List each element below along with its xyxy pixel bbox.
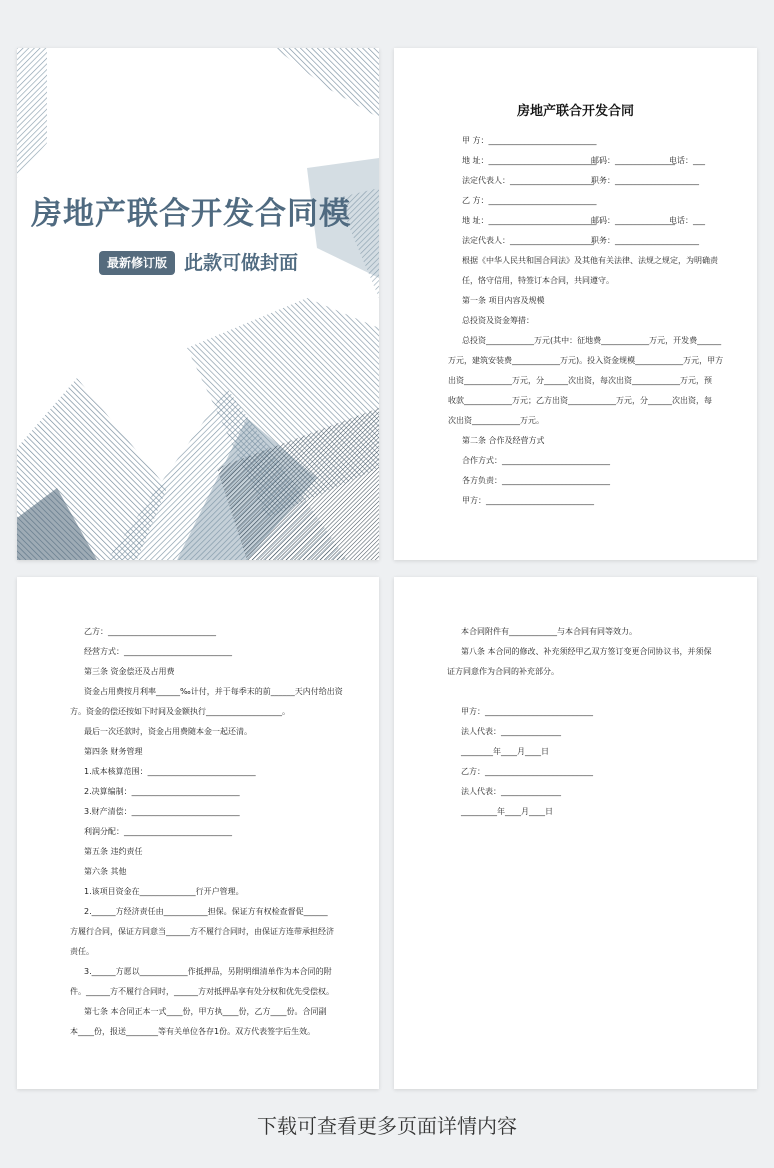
- preamble-line-2: 任，恪守信用，特签订本合同，共同遵守。: [462, 276, 614, 285]
- cover-subtitle: 此款可做封面: [184, 252, 299, 274]
- investment-line-1: 总投资____________万元(其中：征地费____________万元，开发费______: [462, 336, 722, 345]
- party-b-phone: 电话：___: [669, 216, 705, 225]
- property-settlement: 3.财产清偿：___________________________: [84, 807, 240, 816]
- attachments-line: 本合同附件有____________与本合同有同等效力。: [461, 627, 637, 636]
- article-6-heading: 第六条 其他: [84, 867, 127, 876]
- party-b-duty: 乙方：___________________________: [84, 627, 216, 636]
- party-b-line: 乙 方：___________________________: [462, 196, 597, 205]
- cover-geometric-art: [17, 48, 379, 560]
- bank-account: 1.该项目资金在______________行开户管理。: [84, 887, 244, 896]
- party-b-date: _________年____月____日: [461, 807, 553, 816]
- article-2-heading: 第二条 合作及经营方式: [462, 436, 545, 445]
- party-b-signature: 乙方：___________________________: [461, 767, 593, 776]
- guarantee-line-1: 2.______方经济责任由___________担保。保证方有权检查督促______: [84, 907, 328, 916]
- party-a-signature: 甲方：___________________________: [461, 707, 593, 716]
- interest-line-2: 方。资金的偿还按如下时间及金额执行___________________。: [70, 707, 290, 716]
- article-4-heading: 第四条 财务管理: [84, 747, 143, 756]
- party-b-postcode: 邮码：_______________: [591, 216, 675, 225]
- article-8-line-2: 证方同意作为合同的补充部分。: [447, 667, 559, 676]
- investment-line-3: 出资____________万元，分______次出资，每次出资____________万元，预: [448, 376, 712, 385]
- preamble-line-1: 根据《中华人民共和国合同法》及其他有关法律、法规之规定，为明确责: [462, 256, 718, 265]
- party-a-address: 地 址：___________________________: [462, 156, 597, 165]
- interest-line-1: 资金占用费按月利率______‰计付，并于每季末的前______天内付给出资: [84, 687, 343, 696]
- investment-line-4: 收款____________万元；乙方出资____________万元，分______次出资，每: [448, 396, 712, 405]
- party-b-address: 地 址：___________________________: [462, 216, 597, 225]
- party-a-duty: 甲方：___________________________: [462, 496, 594, 505]
- cover-edition-badge: 最新修订版: [99, 251, 175, 275]
- guarantee-line-2: 方履行合同，保证方同意当______方不履行合同时，由保证方连带承担经济: [70, 927, 334, 936]
- party-b-position: 职务：_____________________: [591, 236, 699, 245]
- article-1-heading: 第一条 项目内容及规模: [462, 296, 545, 305]
- final-accounts: 2.决算编制：___________________________: [84, 787, 240, 796]
- cost-accounting: 1.成本核算范围：___________________________: [84, 767, 256, 776]
- cover-title: 房地产联合开发合同模: [31, 196, 351, 232]
- article-5-heading: 第五条 违约责任: [84, 847, 143, 856]
- investment-heading: 总投资及资金筹措：: [462, 316, 534, 325]
- article-8-line-1: 第八条 本合同的修改、补充须经甲乙双方签订变更合同协议书，并须保: [461, 647, 712, 656]
- cooperation-mode: 合作方式：___________________________: [462, 456, 610, 465]
- mortgage-line-2: 件。______方不履行合同时，______方对抵押品享有处分权和优先受偿权。: [70, 987, 334, 996]
- article-7-line-2: 本____份，报送________等有关单位各存1份。双方代表签字后生效。: [70, 1027, 316, 1036]
- investment-line-2: 万元，建筑安装费____________万元)。投入资金规模____________万元，甲方: [448, 356, 724, 365]
- party-a-date: ________年____月____日: [461, 747, 549, 756]
- party-a-legal-rep: 法人代表：_______________: [461, 727, 561, 736]
- party-a-position: 职务：_____________________: [591, 176, 699, 185]
- responsibilities: 各方负责：___________________________: [462, 476, 610, 485]
- guarantee-line-3: 责任。: [70, 947, 94, 956]
- mortgage-line-1: 3.______方愿以____________作抵押品，另附明细清单作为本合同的附: [84, 967, 332, 976]
- final-repayment: 最后一次还款时，资金占用费随本金一起还清。: [84, 727, 252, 736]
- party-a-representative: 法定代表人：_____________________: [462, 176, 594, 185]
- party-a-line: 甲 方：___________________________: [462, 136, 597, 145]
- contract-page-1: [394, 48, 757, 560]
- article-7-line-1: 第七条 本合同正本一式____份，甲方执____份，乙方____份。合同副: [84, 1007, 327, 1016]
- article-3-heading: 第三条 资金偿还及占用费: [84, 667, 175, 676]
- cover-page: [17, 48, 379, 560]
- document-title: 房地产联合开发合同: [516, 104, 634, 119]
- investment-line-5: 次出资____________万元。: [448, 416, 544, 425]
- operation-mode: 经营方式：___________________________: [84, 647, 232, 656]
- profit-distribution: 利润分配：___________________________: [84, 827, 232, 836]
- party-a-postcode: 邮码：_______________: [591, 156, 675, 165]
- download-caption: 下载可查看更多页面详情内容: [257, 1114, 517, 1138]
- party-a-phone: 电话：___: [669, 156, 705, 165]
- contract-page-3: [394, 577, 757, 1089]
- party-b-legal-rep: 法人代表：_______________: [461, 787, 561, 796]
- contract-page-2: [17, 577, 379, 1089]
- party-b-representative: 法定代表人：_____________________: [462, 236, 594, 245]
